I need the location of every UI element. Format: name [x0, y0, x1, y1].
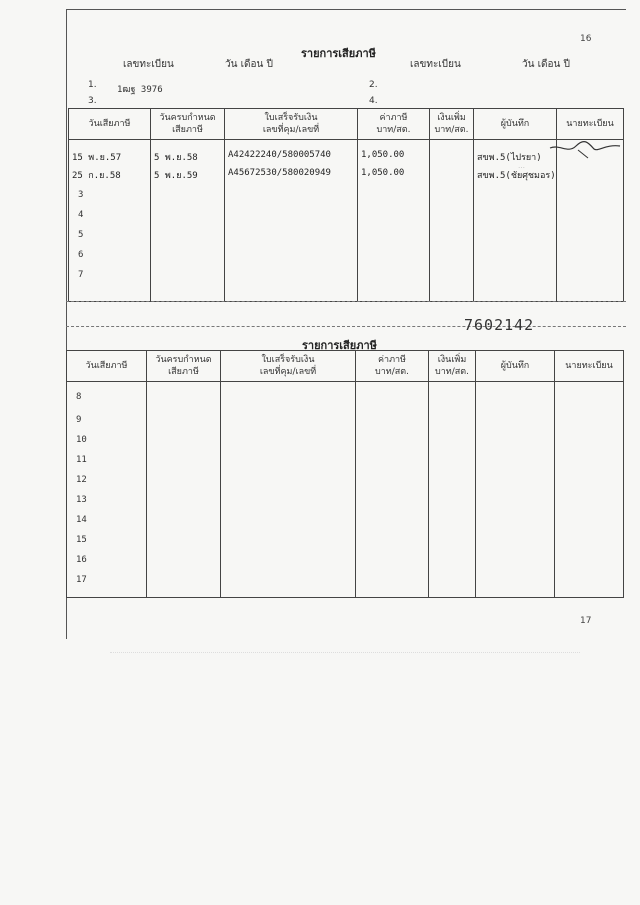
cell-due-date — [151, 246, 225, 266]
cell-recorder-text — [474, 206, 556, 208]
cell-due-date-text — [151, 186, 224, 188]
empty-cell — [356, 573, 429, 598]
empty-cell — [221, 473, 356, 493]
cell-receipt-text: A42422240/580005740 — [228, 150, 331, 160]
cell-registrar-text — [557, 226, 623, 228]
empty-cell — [476, 533, 555, 553]
table1-header-row — [69, 109, 624, 140]
reg-label-right: เลขทะเบียน — [410, 59, 461, 70]
cell-receipt — [225, 226, 358, 246]
row-number — [69, 266, 151, 302]
col-header-receipt: ใบเสร็จรับเงิน เลขที่คุม/เลขที่ — [221, 351, 356, 382]
cell-registrar-text — [557, 186, 623, 188]
cell-receipt — [225, 140, 358, 166]
cell-due-date-text — [151, 226, 224, 228]
cell-paid-date — [69, 140, 151, 166]
cell-extra-amount-text — [430, 166, 473, 168]
col-header-paid-date: วันเสียภาษี — [67, 351, 147, 382]
cell-tax-amount — [358, 186, 430, 206]
cell-recorder-text — [474, 246, 556, 248]
row-number — [67, 553, 147, 573]
page-number-top: 16 — [580, 34, 592, 44]
empty-cell — [147, 413, 221, 433]
row-number-text: 5 — [78, 229, 84, 240]
row-number — [69, 226, 151, 246]
row-number — [69, 186, 151, 206]
row-number — [67, 453, 147, 473]
cell-extra-amount-text — [430, 246, 473, 248]
table2-header-row — [67, 351, 624, 382]
empty-cell — [476, 573, 555, 598]
empty-cell — [221, 453, 356, 473]
empty-cell — [147, 473, 221, 493]
empty-cell — [429, 413, 476, 433]
empty-cell — [555, 413, 624, 433]
cell-tax-amount — [358, 226, 430, 246]
faint-stamp-text: … — [518, 162, 525, 170]
page-fold-line-2 — [66, 326, 626, 327]
cell-tax-amount — [358, 206, 430, 226]
cell-due-date-text: 5 พ.ย.58 — [154, 153, 198, 163]
table-row — [69, 266, 624, 302]
row-number — [67, 573, 147, 598]
cell-recorder — [474, 206, 557, 226]
table-row — [69, 206, 624, 226]
cell-extra-amount-text — [430, 266, 473, 268]
cell-registrar — [557, 186, 624, 206]
cell-recorder — [474, 226, 557, 246]
empty-cell — [555, 533, 624, 553]
cell-receipt — [225, 166, 358, 186]
page-top-border — [66, 9, 626, 10]
empty-cell — [356, 553, 429, 573]
empty-cell — [429, 453, 476, 473]
empty-cell — [555, 433, 624, 453]
cell-extra-amount — [430, 186, 474, 206]
empty-cell — [356, 413, 429, 433]
empty-cell — [429, 433, 476, 453]
cell-due-date — [151, 206, 225, 226]
cell-recorder-text — [474, 186, 556, 188]
empty-cell — [429, 513, 476, 533]
empty-cell — [147, 453, 221, 473]
cell-registrar-text — [557, 206, 623, 208]
empty-cell — [356, 493, 429, 513]
cell-receipt-text — [225, 226, 357, 228]
cell-due-date — [151, 226, 225, 246]
date-label-left: วัน เดือน ปี — [225, 59, 273, 70]
table-row — [67, 573, 624, 598]
tax-table-1 — [68, 108, 624, 302]
cell-tax-amount — [358, 140, 430, 166]
cell-tax-amount — [358, 266, 430, 302]
table-row — [67, 493, 624, 513]
empty-cell — [476, 453, 555, 473]
empty-cell — [221, 553, 356, 573]
row-number — [67, 382, 147, 413]
reg-no-1: 1. — [88, 80, 97, 90]
empty-cell — [147, 513, 221, 533]
cell-receipt — [225, 266, 358, 302]
table-row — [67, 533, 624, 553]
row-number-text: 12 — [76, 474, 87, 485]
row-number-text: 13 — [76, 494, 87, 505]
date-label-right: วัน เดือน ปี — [522, 59, 570, 70]
row-number-text: 14 — [76, 514, 87, 525]
cell-tax-amount-text — [358, 266, 429, 268]
cell-recorder-text — [474, 266, 556, 268]
cell-recorder-text — [474, 226, 556, 228]
row-number — [67, 413, 147, 433]
col-header-recorder: ผู้บันทึก — [474, 109, 557, 140]
empty-cell — [555, 493, 624, 513]
col-header-extra: เงินเพิ่ม บาท/สต. — [429, 351, 476, 382]
cell-due-date-text — [151, 266, 224, 268]
row-number — [69, 206, 151, 226]
cell-extra-amount — [430, 206, 474, 226]
empty-cell — [221, 533, 356, 553]
cell-due-date-text — [151, 246, 224, 248]
row-number — [67, 433, 147, 453]
page-fold-line — [66, 301, 626, 302]
reg-no-4: 4. — [369, 96, 378, 106]
cell-due-date-text: 5 พ.ย.59 — [154, 170, 198, 181]
cell-recorder — [474, 266, 557, 302]
row-number-text: 10 — [76, 434, 87, 445]
table-row — [67, 413, 624, 433]
empty-cell — [221, 573, 356, 598]
empty-cell — [555, 553, 624, 573]
empty-cell — [555, 473, 624, 493]
cell-extra-amount-text — [430, 206, 473, 208]
empty-cell — [476, 473, 555, 493]
empty-cell — [221, 513, 356, 533]
cell-paid-date — [69, 166, 151, 186]
row-number-text: 3 — [78, 189, 84, 200]
cell-registrar — [557, 226, 624, 246]
cell-recorder-text: สขพ.5(ไปรยา) — [477, 153, 542, 163]
empty-cell — [555, 573, 624, 598]
table-row — [69, 246, 624, 266]
empty-cell — [429, 573, 476, 598]
row-number — [67, 533, 147, 553]
row-number — [67, 473, 147, 493]
empty-cell — [476, 413, 555, 433]
cell-registrar-text — [557, 266, 623, 268]
row-number-text: 9 — [76, 414, 82, 425]
empty-cell — [356, 453, 429, 473]
cell-paid-date-text: 25 ก.ย.58 — [72, 170, 121, 181]
col-header-registrar: นายทะเบียน — [557, 109, 624, 140]
empty-cell — [476, 493, 555, 513]
table-row — [67, 382, 624, 413]
empty-cell — [476, 553, 555, 573]
row-number — [67, 493, 147, 513]
table-row — [67, 453, 624, 473]
cell-due-date — [151, 166, 225, 186]
cell-tax-amount — [358, 166, 430, 186]
section2-title: รายการเสียภาษี — [302, 339, 377, 352]
empty-cell — [221, 413, 356, 433]
col-header-receipt: ใบเสร็จรับเงิน เลขที่คุม/เลขที่ — [225, 109, 358, 140]
empty-cell — [147, 573, 221, 598]
cell-tax-amount-text — [358, 246, 429, 248]
cell-receipt-text — [225, 246, 357, 248]
col-header-registrar: นายทะเบียน — [555, 351, 624, 382]
cell-recorder — [474, 166, 557, 186]
empty-cell — [476, 513, 555, 533]
empty-cell — [356, 433, 429, 453]
table-row — [69, 186, 624, 206]
cell-registrar-text — [557, 166, 623, 168]
table-row — [67, 473, 624, 493]
reg-no-3: 3. — [88, 96, 97, 106]
cell-recorder — [474, 140, 557, 166]
reg-no-2: 2. — [369, 80, 378, 90]
empty-cell — [147, 553, 221, 573]
cell-tax-amount-text: 1,050.00 — [361, 167, 405, 178]
signature-scribble — [548, 140, 623, 162]
section1-title: รายการเสียภาษี — [301, 47, 376, 60]
cell-registrar — [557, 166, 624, 186]
empty-cell — [555, 513, 624, 533]
table-row — [67, 513, 624, 533]
col-header-due-date: วันครบกำหนด เสียภาษี — [151, 109, 225, 140]
col-header-due-date: วันครบกำหนด เสียภาษี — [147, 351, 221, 382]
tax-table-2 — [66, 350, 624, 598]
reg-value-1: 1ฒฐ 3976 — [117, 85, 163, 95]
empty-cell — [356, 513, 429, 533]
cell-recorder — [474, 246, 557, 266]
cell-due-date — [151, 140, 225, 166]
cell-extra-amount — [430, 226, 474, 246]
row-number-text: 4 — [78, 209, 84, 220]
cell-receipt-text — [225, 266, 357, 268]
cell-extra-amount-text — [430, 140, 473, 150]
cell-tax-amount — [358, 246, 430, 266]
cell-extra-amount — [430, 266, 474, 302]
empty-cell — [356, 473, 429, 493]
bleed-through-marks — [110, 652, 580, 653]
cell-receipt-text — [225, 206, 357, 208]
cell-extra-amount — [430, 166, 474, 186]
empty-cell — [429, 553, 476, 573]
row-number-text: 7 — [78, 269, 84, 280]
cell-registrar — [557, 206, 624, 226]
table-row — [69, 166, 624, 186]
empty-cell — [476, 382, 555, 413]
cell-receipt — [225, 186, 358, 206]
row-number-text: 6 — [78, 249, 84, 260]
cell-registrar — [557, 246, 624, 266]
empty-cell — [429, 473, 476, 493]
empty-cell — [476, 433, 555, 453]
empty-cell — [221, 433, 356, 453]
cell-recorder — [474, 186, 557, 206]
row-number-text: 16 — [76, 554, 87, 565]
col-header-tax: ค่าภาษี บาท/สต. — [356, 351, 429, 382]
empty-cell — [356, 533, 429, 553]
table-row — [67, 553, 624, 573]
cell-receipt-text: A45672530/580020949 — [228, 167, 331, 178]
col-header-extra: เงินเพิ่ม บาท/สต. — [430, 109, 474, 140]
row-number-text: 15 — [76, 534, 87, 545]
table-row — [67, 433, 624, 453]
row-number-text: 17 — [76, 574, 87, 585]
cell-tax-amount-text — [358, 226, 429, 228]
empty-cell — [147, 382, 221, 413]
cell-registrar — [557, 266, 624, 302]
col-header-paid-date: วันเสียภาษี — [69, 109, 151, 140]
page-number-bottom: 17 — [580, 616, 592, 626]
cell-due-date-text — [151, 206, 224, 208]
table-row — [69, 226, 624, 246]
empty-cell — [555, 382, 624, 413]
reg-label-left: เลขทะเบียน — [123, 59, 174, 70]
row-number-text: 8 — [76, 392, 82, 402]
cell-receipt — [225, 206, 358, 226]
cell-tax-amount-text — [358, 186, 429, 188]
cell-tax-amount-text — [358, 206, 429, 208]
empty-cell — [147, 433, 221, 453]
empty-cell — [147, 533, 221, 553]
empty-cell — [356, 382, 429, 413]
row-number-text: 11 — [76, 454, 87, 465]
empty-cell — [221, 493, 356, 513]
cell-registrar-text — [557, 246, 623, 248]
empty-cell — [147, 493, 221, 513]
cell-due-date — [151, 266, 225, 302]
cell-extra-amount-text — [430, 226, 473, 228]
cell-extra-amount — [430, 246, 474, 266]
table-row — [69, 140, 624, 166]
cell-paid-date-text: 15 พ.ย.57 — [72, 153, 122, 163]
col-header-tax: ค่าภาษี บาท/สต. — [358, 109, 430, 140]
row-number — [67, 513, 147, 533]
cell-extra-amount-text — [430, 186, 473, 188]
empty-cell — [429, 493, 476, 513]
cell-recorder-text: สขพ.5(ชัยศุชมอร) — [477, 170, 556, 181]
document-stamp-number: 7602142 — [464, 316, 535, 334]
cell-extra-amount — [430, 140, 474, 166]
empty-cell — [221, 382, 356, 413]
cell-receipt — [225, 246, 358, 266]
cell-tax-amount-text: 1,050.00 — [361, 150, 405, 160]
empty-cell — [429, 533, 476, 553]
col-header-recorder: ผู้บันทึก — [476, 351, 555, 382]
empty-cell — [429, 382, 476, 413]
cell-receipt-text — [225, 186, 357, 188]
empty-cell — [555, 453, 624, 473]
row-number — [69, 246, 151, 266]
cell-due-date — [151, 186, 225, 206]
